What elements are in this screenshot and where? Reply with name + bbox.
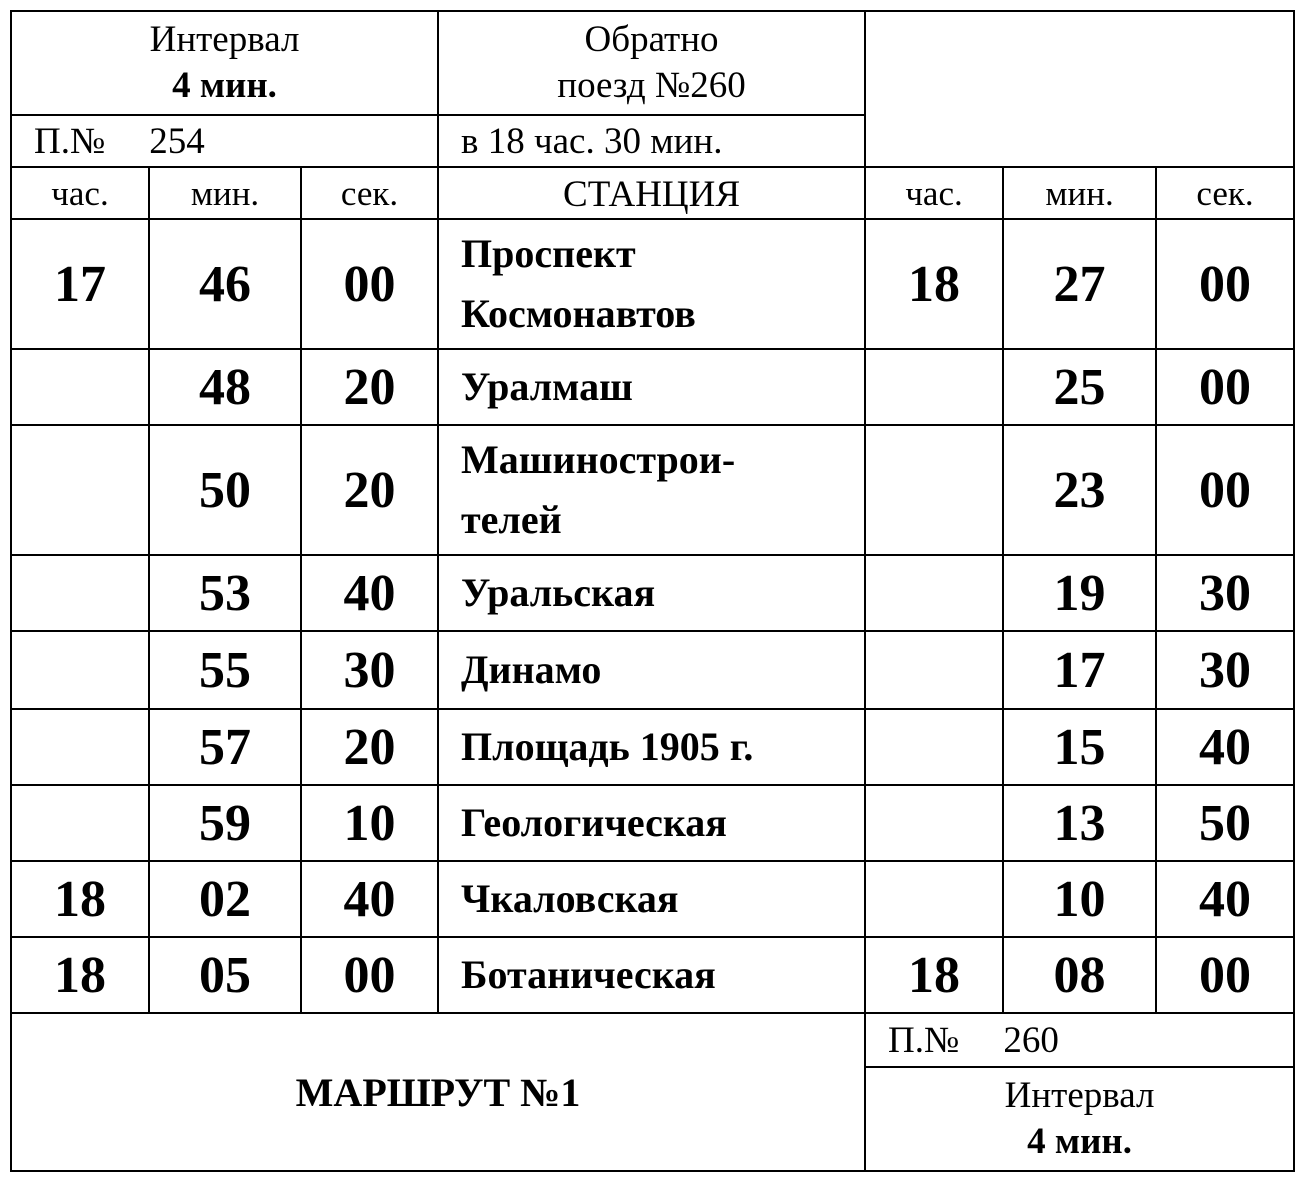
footer-interval-label: Интервал: [1004, 1075, 1155, 1116]
min-out: 55: [149, 631, 301, 709]
interval-label: Интервал: [149, 19, 300, 60]
min-back: 25: [1003, 349, 1156, 425]
table-row: [11, 631, 1294, 709]
min-out: 59: [149, 785, 301, 861]
station-name: [438, 861, 865, 937]
return-time: в 18 час. 30 мин.: [461, 120, 723, 162]
footer-interval-value: 4 мин.: [1027, 1121, 1132, 1162]
interval-header-cell: [11, 11, 438, 115]
column-header-row: [11, 167, 1294, 219]
schedule-table: [10, 10, 1295, 1172]
empty-header-cell: [865, 11, 1294, 167]
min-back: 17: [1003, 631, 1156, 709]
footer-interval-cell: [865, 1067, 1294, 1171]
hour-back: 18: [865, 937, 1003, 1013]
sec-back: 00: [1156, 937, 1294, 1013]
table-row: [11, 219, 1294, 349]
table-row: [11, 349, 1294, 425]
return-train: поезд №260: [557, 65, 746, 106]
col-sec-left: сек.: [301, 167, 438, 219]
hour-back: [865, 555, 1003, 631]
sec-back: 30: [1156, 631, 1294, 709]
sec-out: 00: [301, 937, 438, 1013]
hour-back: [865, 861, 1003, 937]
min-back: 13: [1003, 785, 1156, 861]
table-row: [11, 709, 1294, 785]
pno-value: 254: [149, 120, 205, 162]
sec-out: 20: [301, 425, 438, 555]
hour-back: [865, 425, 1003, 555]
sec-out: 00: [301, 219, 438, 349]
sec-back: 40: [1156, 709, 1294, 785]
return-label: Обратно: [584, 19, 719, 60]
station-line-1: Машинострои-: [461, 437, 736, 482]
station-line-1: Чкаловская: [461, 876, 679, 921]
col-min-right: мин.: [1003, 167, 1156, 219]
min-back: 10: [1003, 861, 1156, 937]
hour-out: [11, 785, 149, 861]
hour-back: [865, 785, 1003, 861]
min-out: 46: [149, 219, 301, 349]
sec-back: 30: [1156, 555, 1294, 631]
sec-out: 40: [301, 861, 438, 937]
station-line-1: Площадь 1905 г.: [461, 724, 754, 769]
table-row: [11, 937, 1294, 1013]
station-name: [438, 349, 865, 425]
station-line-1: Ботаническая: [461, 952, 716, 997]
min-out: 05: [149, 937, 301, 1013]
min-back: 19: [1003, 555, 1156, 631]
hour-out: [11, 709, 149, 785]
col-station: СТАНЦИЯ: [438, 167, 865, 219]
station-line-1: Геологическая: [461, 800, 727, 845]
min-out: 48: [149, 349, 301, 425]
pno-label: П.№: [34, 120, 106, 162]
sec-back: 40: [1156, 861, 1294, 937]
station-name: [438, 555, 865, 631]
sec-out: 10: [301, 785, 438, 861]
station-name: [438, 709, 865, 785]
train-number-cell: [11, 115, 438, 167]
min-out: 50: [149, 425, 301, 555]
return-time-cell: [438, 115, 865, 167]
sec-out: 40: [301, 555, 438, 631]
sec-out: 20: [301, 709, 438, 785]
station-line-1: Уральская: [461, 570, 656, 615]
col-hour-left: час.: [11, 167, 149, 219]
hour-out: 18: [11, 861, 149, 937]
hour-out: [11, 631, 149, 709]
footer-pno-value: 260: [1003, 1019, 1059, 1061]
col-sec-right: сек.: [1156, 167, 1294, 219]
sec-back: 00: [1156, 349, 1294, 425]
min-back: 27: [1003, 219, 1156, 349]
sec-out: 20: [301, 349, 438, 425]
hour-out: 17: [11, 219, 149, 349]
station-name: [438, 425, 865, 555]
col-min-left: мин.: [149, 167, 301, 219]
table-row: [11, 861, 1294, 937]
interval-value: 4 мин.: [172, 65, 277, 106]
sec-out: 30: [301, 631, 438, 709]
station-name: [438, 785, 865, 861]
station-line-1: Уралмаш: [461, 364, 633, 409]
sec-back: 50: [1156, 785, 1294, 861]
hour-back: [865, 709, 1003, 785]
station-name: [438, 219, 865, 349]
hour-back: [865, 349, 1003, 425]
min-back: 15: [1003, 709, 1156, 785]
hour-out: [11, 425, 149, 555]
table-row: [11, 555, 1294, 631]
hour-out: [11, 555, 149, 631]
station-line-1: Проспект: [461, 231, 636, 276]
station-name: [438, 937, 865, 1013]
station-line-2: телей: [461, 497, 562, 542]
header-row-1: [11, 11, 1294, 115]
route-name: МАРШРУТ №1: [11, 1013, 865, 1171]
footer-train-number-cell: [865, 1013, 1294, 1067]
station-name: [438, 631, 865, 709]
min-out: 57: [149, 709, 301, 785]
station-line-2: Космонавтов: [461, 291, 696, 336]
hour-out: [11, 349, 149, 425]
hour-back: 18: [865, 219, 1003, 349]
table-row: [11, 785, 1294, 861]
sec-back: 00: [1156, 219, 1294, 349]
min-back: 23: [1003, 425, 1156, 555]
footer-row-1: [11, 1013, 1294, 1067]
col-hour-right: час.: [865, 167, 1003, 219]
return-header-cell: [438, 11, 865, 115]
hour-back: [865, 631, 1003, 709]
hour-out: 18: [11, 937, 149, 1013]
table-row: [11, 425, 1294, 555]
footer-pno-label: П.№: [888, 1019, 960, 1061]
min-back: 08: [1003, 937, 1156, 1013]
min-out: 53: [149, 555, 301, 631]
min-out: 02: [149, 861, 301, 937]
station-line-1: Динамо: [461, 647, 602, 692]
sec-back: 00: [1156, 425, 1294, 555]
